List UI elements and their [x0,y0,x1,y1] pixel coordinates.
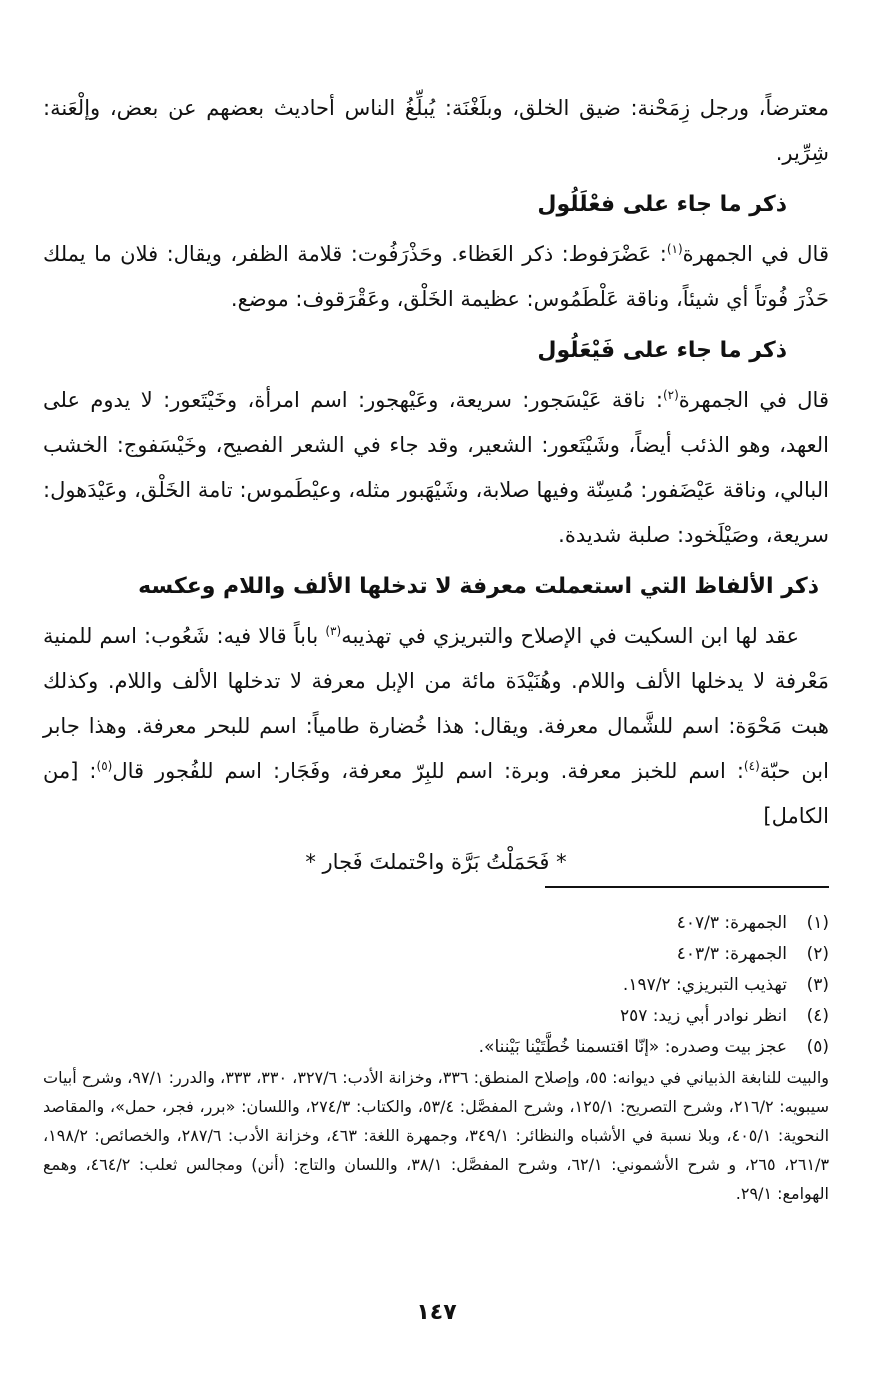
paragraph-text: : عَضْرَفوط: ذكر العَظاء. وحَذْرَفُوت: قلامة الظفر، ويقال: فلان ما يملك حَذْرَ فُوتاً أي شيئاً، وناقة عَلْطَمُوس: عظيمة الخَلْق، وعَقْرَقوف: موضع. [43,242,829,311]
footnote-item [43,1032,829,1063]
footnote-separator [545,886,829,888]
footnote-text: تهذيب التبريزي: ١٩٧/٢. [622,975,787,995]
footnote-text: الجمهرة: ٤٠٧/٣ [676,913,787,933]
footnote-text: الجمهرة: ٤٠٣/٣ [676,944,787,964]
footnote-item [43,939,829,970]
footnote-number: (٤) [806,1006,829,1026]
paragraph-text: : ناقة عَيْسَجور: سريعة، وعَيْهجور: اسم امرأة، وخَيْتَعور: لا يدوم على العهد، وهو الذئب أيضاً، وشَيْتَعور: الشعير، وقد جاء في الشعر الفصيح، وخَيْسَفوج: الخشب البالي، وناقة عَيْضَفور: مُسِنّة وفيها صلابة، وشَيْهَبور مثله، وعيْطَموس: تامة الخَلْق، وعَيْدَهول: سريعة، وصَيْلَخود: صلبة شديدة. [43,388,829,547]
poem-verse: * فَحَمَلْتُ بَرَّة واحْتملتَ فَجار * [305,850,567,874]
paragraph-text: عقد لها ابن السكيت في الإصلاح والتبريزي في تهذيبه [341,624,799,648]
footnotes [43,908,829,1208]
footnote-item [43,908,829,939]
page-body [43,86,829,885]
footnote-continuation: والبيت للنابغة الذبياني في ديوانه: ٥٥، وإصلاح المنطق: ٣٣٦، وخزانة الأدب: ٣٢٧/٦، ٣٣٠، ٣٣٣، والدرر: ٩٧/١، وشرح أبيات سيبويه: ٢١٦/٢، وشرح التصريح: ١٢٥/١، وشرح المفصَّل: ٥٣/٤، والكتاب: ٢٧٤/٣، واللسان: «برر، فجر، حمل»، والمقاصد النحوية: ٤٠٥/١، وبلا نسبة في الأشباه والنظائر: ٣٤٩/١، وجمهرة اللغة: ٤٦٣، وخزانة الأدب: ٢٨٧/٦، والخصائص: ١٩٨/٢، ٢٦١/٣، ٢٦٥، و شرح الأشموني: ٦٢/١، وشرح المفصَّل: ٣٨/١، واللسان والتاج: (أنن) ومجالس ثعلب: ٤٦٤/٢، وهمع الهوامع: ٢٩/١. [43,1068,830,1203]
footnote-item [43,970,829,1001]
paragraph-text: : اسم للخبز معرفة. وبرة: اسم للبِرّ معرفة، وفَجَار: اسم للفُجور قال [112,759,744,783]
footnote-text: عجز بيت وصدره: «إنّا اقتسمنا خُطَّتَيْنا بَيْننا». [478,1037,787,1057]
footnote-number: (٢) [806,944,829,964]
section-heading-fayalul: ذكر ما جاء على فَيْعَلُول [537,338,787,363]
section-heading-falalul: ذكر ما جاء على فعْلَلُول [537,192,787,217]
section-heading-definite-words: ذكر الألفاظ التي استعملت معرفة لا تدخلها الألف واللام وعكسه [138,574,819,599]
paragraph-text: باباً قالا فيه: شَعُوب: اسم للمنية مَعْرفة لا يدخلها الألف واللام. وهُنَيْدَة مائة من الإبل معرفة لا تدخلها الألف واللام. وكذلك هبت مَحْوَة: اسم للشَّمال معرفة. ويقال: هذا خُضارة طامياً: اسم للبحر معرفة. وهذا جابر ابن حبّة [43,624,829,783]
paragraph-falalul [43,232,829,322]
paragraph-fayalul [43,378,829,558]
footnote-ref-2[interactable]: (٢) [662,388,679,402]
footnote-item [43,1001,829,1032]
footnote-number: (٥) [806,1037,829,1057]
footnote-ref-4[interactable]: (٤) [743,759,760,773]
footnote-text: انظر نوادر أبي زيد: ٢٥٧ [619,1006,787,1026]
paragraph-continuation: معترضاً، ورجل زِمَحْنة: ضيق الخلق، وبلَغْنَة: يُبلِّغُ الناس أحاديث بعضهم عن بعض، وإلْعَنة: شِرِّير. [43,96,829,165]
paragraph-text: قال في الجمهرة [682,242,829,266]
page-number: ١٤٧ [416,1300,457,1325]
footnote-ref-1[interactable]: (١) [666,242,683,256]
paragraph-text: قال في الجمهرة [678,388,829,412]
footnote-number: (٣) [806,975,829,995]
footnote-ref-5[interactable]: (٥) [96,759,113,773]
paragraph-definite-words [43,614,829,839]
paragraph-text: : [من الكامل] [43,759,829,828]
footnote-number: (١) [806,913,829,933]
footnote-ref-3[interactable]: (٣) [325,624,342,638]
